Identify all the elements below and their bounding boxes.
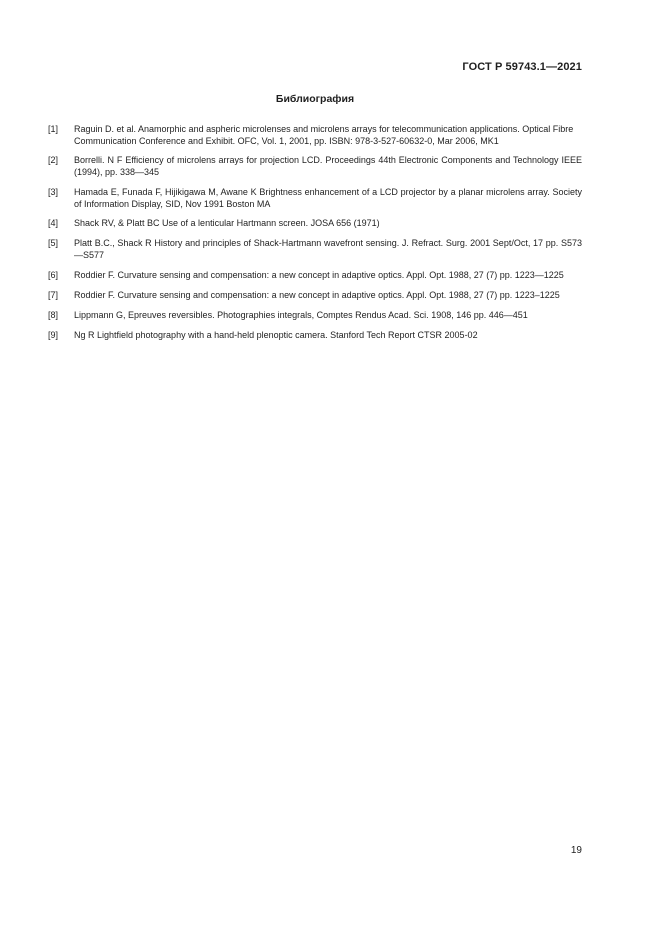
bibliography-entry bbox=[48, 310, 582, 322]
reference-number: [3] bbox=[48, 186, 59, 197]
bibliography-entry bbox=[48, 330, 582, 342]
reference-text: Lippmann G, Epreuves reversibles. Photographies integrals, Comptes Rendus Acad. Sci. 1908, 146 pp. 446—451 bbox=[74, 309, 528, 320]
standard-designation: ГОСТ Р 59743.1—2021 bbox=[462, 61, 582, 73]
reference-text: Hamada E, Funada F, Hijikigawa M, Awane K Brightness enhancement of a LCD projector by a planar microlens array. Society of Information Display, SID, Nov 1991 Boston MA bbox=[74, 186, 582, 209]
section-title: Библиография bbox=[275, 93, 355, 105]
reference-number: [4] bbox=[48, 218, 59, 229]
reference-number: [8] bbox=[48, 309, 59, 320]
reference-text: Platt B.C., Shack R History and principles of Shack-Hartmann wavefront sensing. J. Refract. Surg. 2001 Sept/Oct, 17 pp. S573—S577 bbox=[74, 238, 582, 260]
reference-number: [7] bbox=[48, 289, 59, 300]
reference-number: [1] bbox=[48, 124, 59, 134]
reference-text: Shack RV, & Platt BC Use of a lenticular Hartmann screen. JOSA 656 (1971) bbox=[74, 218, 380, 229]
reference-text: Ng R Lightfield photography with a hand-held plenoptic camera. Stanford Tech Report CTSR 2005-02 bbox=[74, 329, 478, 340]
page-number: 19 bbox=[570, 845, 582, 856]
bibliography-entry bbox=[48, 270, 582, 282]
bibliography-entry bbox=[48, 218, 582, 230]
bibliography-entry bbox=[48, 290, 582, 302]
bibliography-entry bbox=[48, 155, 582, 178]
reference-text: Raguin D. et al. Anamorphic and aspheric microlenses and microlens arrays for telecommunication applications. Optical Fibre Communication Conference and Exhibit. OFC, Vol. 1, 2001, pp. ISBN: 978-3-527-60632-0, Mar 2006, MK1 bbox=[74, 124, 574, 146]
bibliography-list bbox=[48, 124, 582, 349]
reference-text: Borrelli. N F Efficiency of microlens arrays for projection LCD. Proceedings 44th Electronic Components and Technology IEEE (1994), pp. 338—345 bbox=[74, 155, 582, 178]
reference-number: [2] bbox=[48, 155, 59, 166]
bibliography-entry bbox=[48, 187, 582, 210]
reference-number: [5] bbox=[48, 238, 59, 249]
reference-text: Roddier F. Curvature sensing and compensation: a new concept in adaptive optics. Appl. Opt. 1988, 27 (7) pp. 1223–1225 bbox=[74, 289, 560, 300]
reference-text: Roddier F. Curvature sensing and compensation: a new concept in adaptive optics. Appl. Opt. 1988, 27 (7) pp. 1223—1225 bbox=[74, 269, 564, 280]
bibliography-entry bbox=[48, 238, 582, 261]
reference-number: [9] bbox=[48, 329, 59, 340]
bibliography-entry bbox=[48, 124, 582, 147]
reference-number: [6] bbox=[48, 269, 59, 280]
